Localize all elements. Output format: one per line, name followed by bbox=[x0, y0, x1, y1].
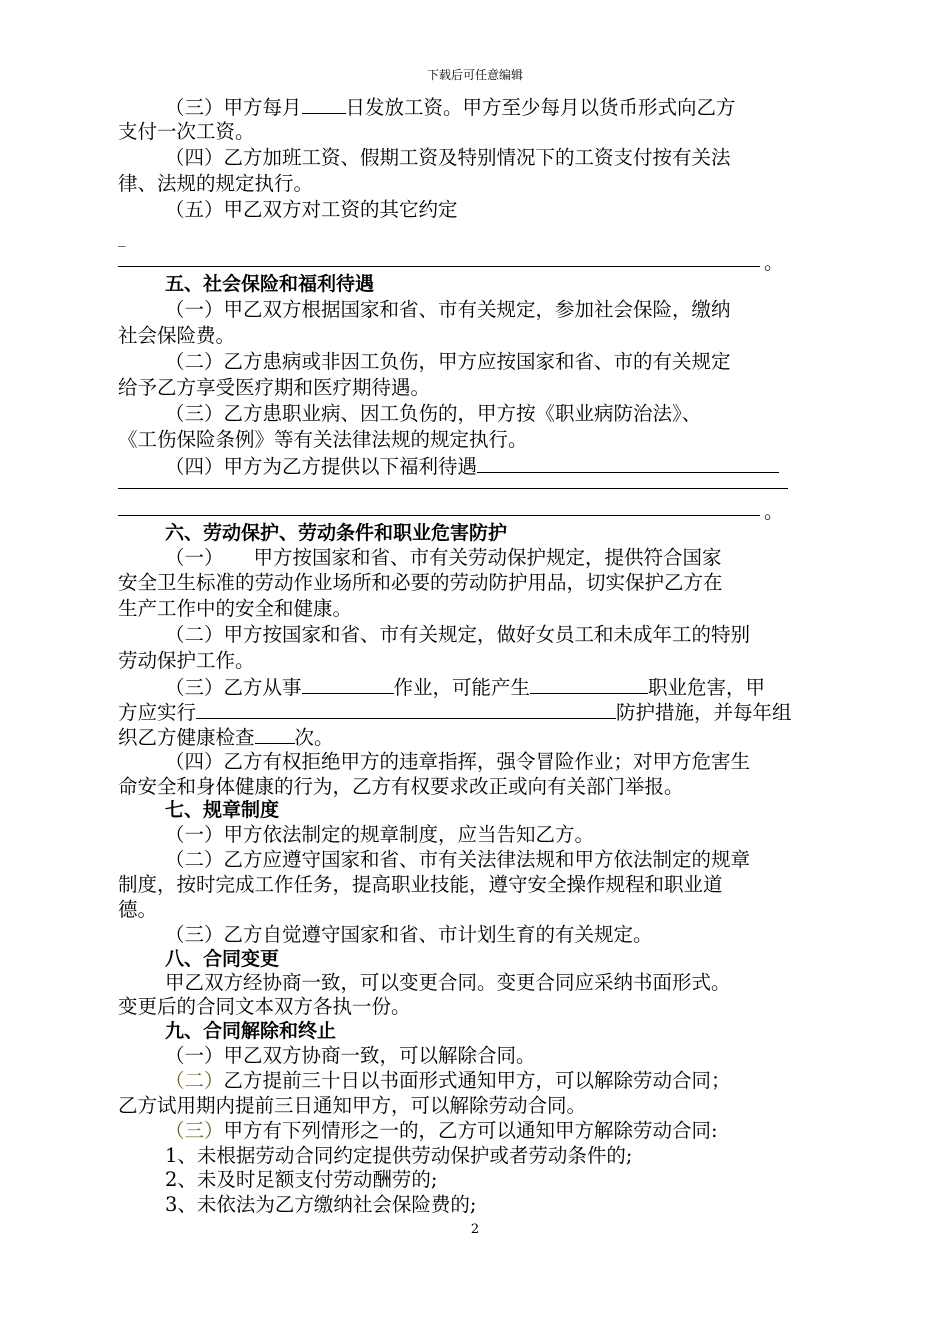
protection-clause-1 bbox=[165, 545, 722, 571]
section-heading-5: 五、社会保险和福利待遇 bbox=[165, 273, 375, 295]
blank-pay-day[interactable] bbox=[302, 93, 346, 114]
blank-line-welfare-3[interactable] bbox=[118, 515, 760, 516]
text: 日发放工资。甲方至少每月以货币形式向乙方 bbox=[345, 96, 736, 119]
termination-clause-1: （一）甲乙双方协商一致，可以解除合同。 bbox=[165, 1044, 536, 1067]
text-line: 乙方试用期内提前三日通知甲方，可以解除劳动合同。 bbox=[118, 1094, 587, 1117]
text: 方应实行 bbox=[118, 701, 197, 724]
blank-line-wage-other[interactable] bbox=[118, 266, 760, 267]
rules-clause-1: （一）甲方依法制定的规章制度，应当告知乙方。 bbox=[165, 823, 595, 846]
text: 织乙方健康检查 bbox=[118, 726, 255, 749]
change-clause: 甲乙双方经协商一致，可以变更合同。变更合同应采纳书面形式。 bbox=[165, 971, 731, 994]
blank-welfare[interactable] bbox=[477, 452, 779, 473]
list-item: 1、未根据劳动合同约定提供劳动保护或者劳动条件的; bbox=[165, 1144, 633, 1167]
rules-clause-2: （二）乙方应遵守国家和省、市有关法律法规和甲方依法制定的规章 bbox=[165, 848, 751, 871]
text-line: 律、法规的规定执行。 bbox=[118, 172, 314, 195]
text-line: 社会保险费。 bbox=[118, 324, 236, 347]
insurance-clause-1: （一）甲乙双方根据国家和省、市有关规定，参加社会保险，缴纳 bbox=[165, 298, 731, 321]
text: 甲方按国家和省、市有关劳动保护规定，提供符合国家 bbox=[253, 546, 722, 569]
page-number: 2 bbox=[470, 1222, 480, 1237]
blank-line-welfare-2[interactable] bbox=[118, 488, 788, 489]
text-line: 支付一次工资。 bbox=[118, 120, 255, 143]
section-heading-7: 七、规章制度 bbox=[165, 799, 280, 821]
text-line bbox=[118, 698, 792, 726]
text: （一） bbox=[165, 546, 224, 569]
section-heading-9: 九、合同解除和终止 bbox=[165, 1020, 337, 1042]
termination-clause-3 bbox=[165, 1118, 718, 1144]
list-item: 2、未及时足额支付劳动酬劳的; bbox=[165, 1168, 438, 1191]
termination-clause-2 bbox=[165, 1068, 731, 1094]
text-line: 变更后的合同文本双方各执一份。 bbox=[118, 995, 411, 1018]
period: 。 bbox=[764, 251, 784, 274]
text: （二） bbox=[165, 1069, 224, 1092]
text: 甲方有下列情形之一的，乙方可以通知甲方解除劳动合同: bbox=[223, 1119, 718, 1142]
text: 作业，可能产生 bbox=[393, 676, 531, 699]
text-line: 《工伤保险条例》等有关法律法规的规定执行。 bbox=[118, 428, 528, 451]
blank-checkup-count[interactable] bbox=[255, 723, 295, 744]
text-line: 给予乙方享受医疗期和医疗期待遇。 bbox=[118, 376, 431, 399]
wage-clause-4: （四）乙方加班工资、假期工资及特别情况下的工资支付按有关法 bbox=[165, 146, 731, 169]
text: （四）甲方为乙方提供以下福利待遇 bbox=[165, 455, 478, 478]
text: 次。 bbox=[294, 726, 334, 749]
text: 乙方提前三十日以书面形式通知甲方，可以解除劳动合同； bbox=[223, 1069, 731, 1092]
insurance-clause-2: （二）乙方患病或非因工负伤，甲方应按国家和省、市的有关规定 bbox=[165, 350, 731, 373]
list-item: 3、未依法为乙方缴纳社会保险费的; bbox=[165, 1193, 477, 1216]
text-line: 德。 bbox=[118, 898, 158, 921]
wage-clause-5: （五）甲乙双方对工资的其它约定 bbox=[165, 198, 458, 221]
period: 。 bbox=[764, 500, 784, 523]
text: （三）甲方每月 bbox=[165, 96, 302, 119]
page-header: 下载后可任意编辑 bbox=[426, 68, 523, 82]
insurance-clause-4 bbox=[165, 452, 779, 480]
protection-clause-2: （二）甲方按国家和省、市有关规定，做好女员工和未成年工的特别 bbox=[165, 623, 751, 646]
text-line: 制度，按时完成工作任务，提高职业技能，遵守安全操作规程和职业道 bbox=[118, 873, 723, 896]
wage-clause-3 bbox=[165, 93, 736, 121]
text-line bbox=[118, 723, 334, 751]
text-line: 劳动保护工作。 bbox=[118, 649, 255, 672]
text: 防护措施，并每年组 bbox=[616, 701, 792, 724]
text: 职业危害，甲 bbox=[648, 676, 766, 699]
protection-clause-4: （四）乙方有权拒绝甲方的违章指挥，强令冒险作业；对甲方危害生 bbox=[165, 750, 751, 773]
insurance-clause-3: （三）乙方患职业病、因工负伤的，甲方按《职业病防治法》、 bbox=[165, 402, 702, 425]
rules-clause-3: （三）乙方自觉遵守国家和省、市计划生育的有关规定。 bbox=[165, 923, 653, 946]
underscore-mark: _ bbox=[118, 229, 126, 247]
text-line: 命安全和身体健康的行为，乙方有权要求改正或向有关部门举报。 bbox=[118, 775, 684, 798]
text-line: 生产工作中的安全和健康。 bbox=[118, 597, 353, 620]
blank-hazard[interactable] bbox=[530, 673, 648, 694]
text: （三） bbox=[165, 1119, 224, 1142]
section-heading-8: 八、合同变更 bbox=[165, 948, 280, 970]
text: （三）乙方从事 bbox=[165, 676, 302, 699]
section-heading-6: 六、劳动保护、劳动条件和职业危害防护 bbox=[165, 522, 508, 544]
blank-protection-measure[interactable] bbox=[196, 698, 616, 719]
text-line: 安全卫生标准的劳动作业场所和必要的劳动防护用品，切实保护乙方在 bbox=[118, 571, 723, 594]
protection-clause-3 bbox=[165, 673, 765, 701]
blank-work-type[interactable] bbox=[302, 673, 394, 694]
